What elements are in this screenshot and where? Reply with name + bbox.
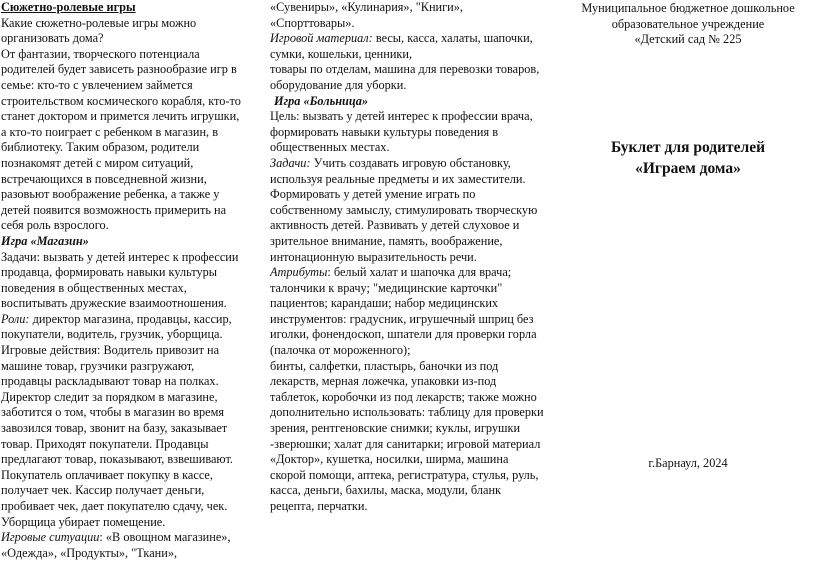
booklet-title-line-1: Буклет для родителей <box>610 139 766 156</box>
roles-label: Роли: <box>1 311 30 326</box>
roles-text: директор магазина, продавцы, кассир, покупатели, водитель, грузчик, уборщица. <box>1 311 232 342</box>
section-title: Сюжетно-ролевые игры <box>1 0 136 14</box>
attributes-paragraph-2: бинты, салфетки, пластырь, баночки из под лекарств, мерная ложечка, упаковки из-под таблеток, коробочки из под лекарств; также можно дополнительно использовать: таблицу для проверки зрения, рентгеновские снимки; куклы, игрушки -зверюшки; халат для санитарки; игровой материал «Доктор», кушетка, носилки, ширма, машина скорой помощи, аптека, регистратура, стулья, руль, касса, деньги, бахилы, маска, модули, бланк рецепта, перчатки. <box>270 358 544 513</box>
tasks-text: Учить создавать игровую обстановку, используя реальные предметы и их заместители. Формировать у детей умение играть по собственному замыслу, стимулировать творческую активность детей. Развивать у детей слуховое и зрительное внимание, память, воображение, интонационную выразительность речи. <box>270 155 538 264</box>
tasks-label: Задачи: <box>270 155 311 170</box>
material-text: весы, касса, халаты, шапочки, сумки, кошельки, ценники, <box>270 31 533 61</box>
attributes-paragraph <box>270 265 546 359</box>
booklet-title <box>560 137 816 179</box>
org-line-2: образовательное учреждение <box>611 16 765 31</box>
intro-paragraph: От фантазии, творческого потенциала родителей будет зависеть разнообразие игр в семье: кто-то с увлечением займется строительством космического корабля, кто-то станет доктором и примется лечить игрушки, а кто-то поиграет с ребенком в магазин, в библиотеку. Таким образом, родители познакомят детей с миром ситуаций, встречающихся в повседневной жизни, разовьют воображение ребенка, а также у детей появится возможность примерить на себя роль взрослого. <box>1 46 241 233</box>
org-line-1: Муниципальное бюджетное дошкольное <box>581 1 795 15</box>
game-title-hospital: Игра «Больница» <box>274 93 369 108</box>
goal-paragraph: Цель: вызвать у детей интерес к профессии врача, формировать навыки культуры поведения в общественных местах. <box>270 109 533 155</box>
question-paragraph: Какие сюжетно-ролевые игры можно организовать дома? <box>1 15 197 46</box>
situations-label: Игровые ситуации <box>1 530 100 545</box>
material-paragraph <box>270 31 546 62</box>
situations-continued: «Сувениры», «Кулинария», "Книги», «Спорттовары». <box>270 0 463 30</box>
attributes-text: : белый халат и шапочка для врача; талончики к врачу; "медицинские карточки" пациентов; карандаши; набор медицинских инструментов: градусник, игрушечный шприц без иголки, фонендоскоп, шпатели для проверки горла (палочка от мороженного); <box>270 265 537 358</box>
roles-paragraph <box>1 312 247 343</box>
situations-text: : «В овощном магазине», «Одежда», «Продукты», "Ткани», <box>1 530 231 560</box>
material-label: Игровой материал: <box>270 31 373 46</box>
hospital-tasks-paragraph <box>270 156 546 265</box>
column-3-cover <box>560 0 816 470</box>
tasks-paragraph: Задачи: вызвать у детей интерес к профессии продавца, формировать навыки культуры поведения в общественных местах, воспитывать дружеские взаимоотношения. <box>1 249 239 311</box>
game-title-shop: Игра «Магазин» <box>1 233 89 248</box>
city-year: г.Барнаул, 2024 <box>648 456 728 470</box>
actions-paragraph: Игровые действия: Водитель привозит на машине товар, грузчики разгружают, продавцы раскладывают товар на полках. Директор следит за порядком в магазине, заботится о том, чтобы в магазин во время завозился товар, звонит на базу, заказывает товар. Приходят покупатели. Продавцы предлагают товар, показывают, взвешивают. Покупатель оплачивает покупку в кассе, получает чек. Кассир получает деньги, пробивает чек, дает покупателю сдачу, чек. Уборщица убирает помещение. <box>1 343 233 529</box>
organization-name <box>560 1 816 48</box>
attributes-label: Атрибуты <box>270 265 328 280</box>
booklet-title-line-2: «Играем дома» <box>635 160 741 177</box>
column-1 <box>1 0 247 561</box>
column-2 <box>270 0 546 515</box>
situations-paragraph <box>1 530 247 561</box>
org-line-3: «Детский сад № 225 <box>634 32 742 47</box>
material-paragraph-2: товары по отделам, машина для перевозки товаров, оборудование для уборки. <box>270 62 540 92</box>
